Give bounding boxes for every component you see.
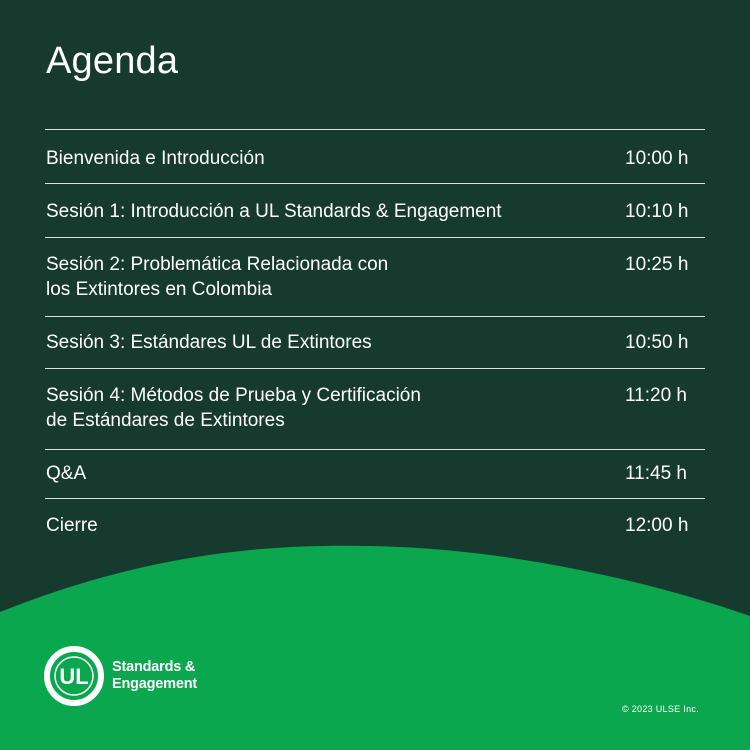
agenda-time: 11:20 h (625, 385, 687, 406)
agenda-time: 10:10 h (625, 201, 689, 222)
agenda-time: 11:45 h (625, 463, 687, 484)
agenda-list (45, 129, 705, 551)
green-wave-shape (0, 530, 750, 750)
agenda-topic: Sesión 4: Métodos de Prueba y Certificación de Estándares de Extintores (46, 385, 421, 431)
logo-letters: UL (59, 664, 89, 689)
agenda-row (45, 238, 705, 317)
agenda-topic: Sesión 3: Estándares UL de Extintores (46, 332, 372, 353)
agenda-time: 10:25 h (625, 254, 689, 275)
ul-logo-icon (44, 646, 104, 706)
page-title: Agenda (46, 40, 179, 82)
agenda-topic: Sesión 1: Introducción a UL Standards & Engagement (46, 201, 502, 222)
agenda-row (45, 450, 705, 499)
agenda-topic: Q&A (46, 463, 87, 484)
agenda-row (45, 184, 705, 238)
agenda-time: 10:50 h (625, 332, 689, 353)
agenda-row (45, 317, 705, 369)
copyright-notice: © 2023 ULSE Inc. (622, 704, 699, 714)
agenda-time: 10:00 h (625, 148, 689, 169)
agenda-row (45, 369, 705, 450)
agenda-topic: Sesión 2: Problemática Relacionada con los Extintores en Colombia (46, 254, 389, 300)
wave-fill (0, 546, 750, 750)
brand-line-1: Standards & (112, 659, 196, 675)
agenda-time: 12:00 h (625, 515, 689, 536)
agenda-topic: Cierre (46, 515, 98, 536)
brand-line-2: Engagement (112, 676, 198, 692)
agenda-row (45, 130, 705, 184)
agenda-topic: Bienvenida e Introducción (46, 148, 265, 169)
brand-wordmark (112, 659, 197, 693)
